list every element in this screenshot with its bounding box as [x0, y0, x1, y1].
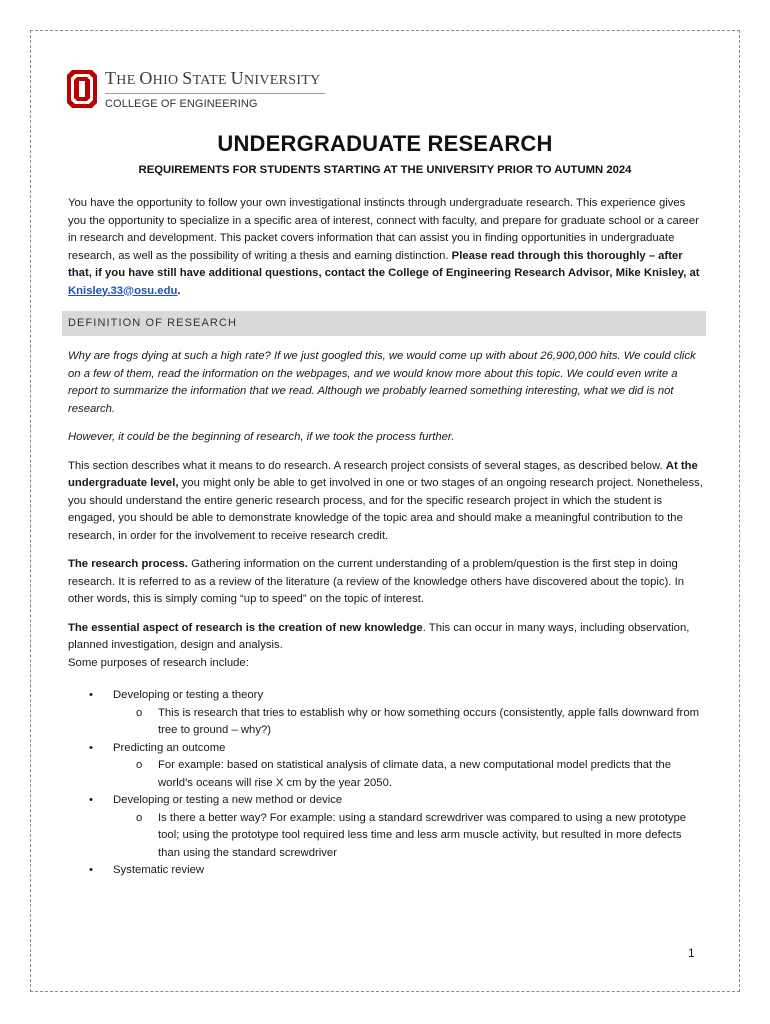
beginning-paragraph: However, it could be the beginning of research, if we took the process further. — [68, 431, 455, 443]
bullet-icon: • — [89, 689, 93, 701]
bullet-icon: • — [89, 741, 93, 754]
list-item: • Developing or testing a new method or device o Is there a better way? For example: using a standard screwdriver was compared to using a new prototype tool; using the prototype tool required less time and less arm muscle activity, but resulted in more defects than using the standard screwdriver — [68, 792, 706, 862]
circle-bullet-icon: o — [136, 811, 143, 824]
frogs-paragraph: Why are frogs dying at such a high rate? If we just googled this, we would come up with about 26,900,000 hits. We could click on a few of them, read the information on the webpages, and we would know more about this topic. We could even write a report to summarize the information that we read. Although we probably learned something interesting, what we did is not research. — [68, 350, 696, 415]
university-header — [66, 69, 325, 110]
bullet-icon: • — [89, 794, 93, 806]
page-title: UNDERGRADUATE RESEARCH — [217, 131, 553, 156]
stages-paragraph: This section describes what it means to do research. A research project consists of several stages, as described below. At the undergraduate level, you might only be able to get involved in one or two stages of an ongoing research project. Nonetheless, you should understand the entire generic research process, and for the specific research project in which the student is engaged, you should be able to demonstrate knowledge of the topic area and should make a meaningful contribution to the research, in order for the involvement to receive research credit. — [68, 459, 703, 542]
document-body — [68, 195, 706, 880]
list-item: • Systematic review — [68, 862, 706, 880]
purposes-intro: Some purposes of research include: — [68, 656, 249, 669]
new-knowledge-paragraph: The essential aspect of research is the creation of new knowledge. This can occur in many ways, including observation, planned investigation, design and analysis. — [68, 621, 690, 651]
page-number: 1 — [688, 946, 695, 960]
advisor-email-link[interactable]: Knisley.33@osu.edu — [68, 284, 178, 297]
circle-bullet-icon: o — [136, 706, 143, 719]
section-heading-definition: DEFINITION OF RESEARCH — [62, 311, 706, 336]
research-process-paragraph: The research process. Gathering information on the current understanding of a problem/question is the first step in doing research. It is referred to as a review of the literature (a review of the knowledge others have discovered about the topic). In other words, this is simply coming “up to speed” on the topic of interest. — [68, 558, 685, 605]
circle-bullet-icon: o — [136, 759, 143, 771]
purposes-list — [68, 687, 706, 880]
bullet-icon: • — [89, 864, 93, 876]
sub-list-item: o For example: based on statistical analysis of climate data, a new computational model predicts that the world’s oceans will rise X cm by the year 2050. — [136, 759, 672, 789]
college-name: COLLEGE OF ENGINEERING — [105, 98, 258, 110]
intro-paragraph: You have the opportunity to follow your own investigational instincts through undergraduate research. This experience gives you the opportunity to specialize in a specific area of interest, connect with faculty, and prepare for graduate school or a career in research and development. This packet covers information that can assist you in finding opportunities in undergraduate research, as well as the possibility of writing a thesis and earning distinction. Please read through this thoroughly – after that, if you have still have additional questions, contact the College of Engineering Research Advisor, Mike Knisley, at Knisley.33@osu.edu. — [68, 197, 700, 297]
list-item: • Developing or testing a theory o This is research that tries to establish why or how something occurs (consistently, apple falls downward from tree to ground – why?) — [68, 687, 706, 740]
list-item: • Predicting an outcome o For example: based on statistical analysis of climate data, a new computational model predicts that the world’s oceans will rise X cm by the year 2050. — [68, 740, 706, 793]
header-divider — [105, 93, 325, 94]
block-o-icon — [66, 69, 98, 109]
sub-list-item: o This is research that tries to establish why or how something occurs (consistently, apple falls downward from tree to ground – why?) — [136, 706, 700, 736]
page-subtitle: REQUIREMENTS FOR STUDENTS STARTING AT THE UNIVERSITY PRIOR TO AUTUMN 2024 — [138, 164, 632, 176]
university-name: THE OHIO STATE UNIVERSITY — [105, 68, 321, 88]
sub-list-item: o Is there a better way? For example: using a standard screwdriver was compared to using a new prototype tool; using the prototype tool required less time and less arm muscle activity, but resulted in more defects than using the standard screwdriver — [136, 811, 687, 859]
